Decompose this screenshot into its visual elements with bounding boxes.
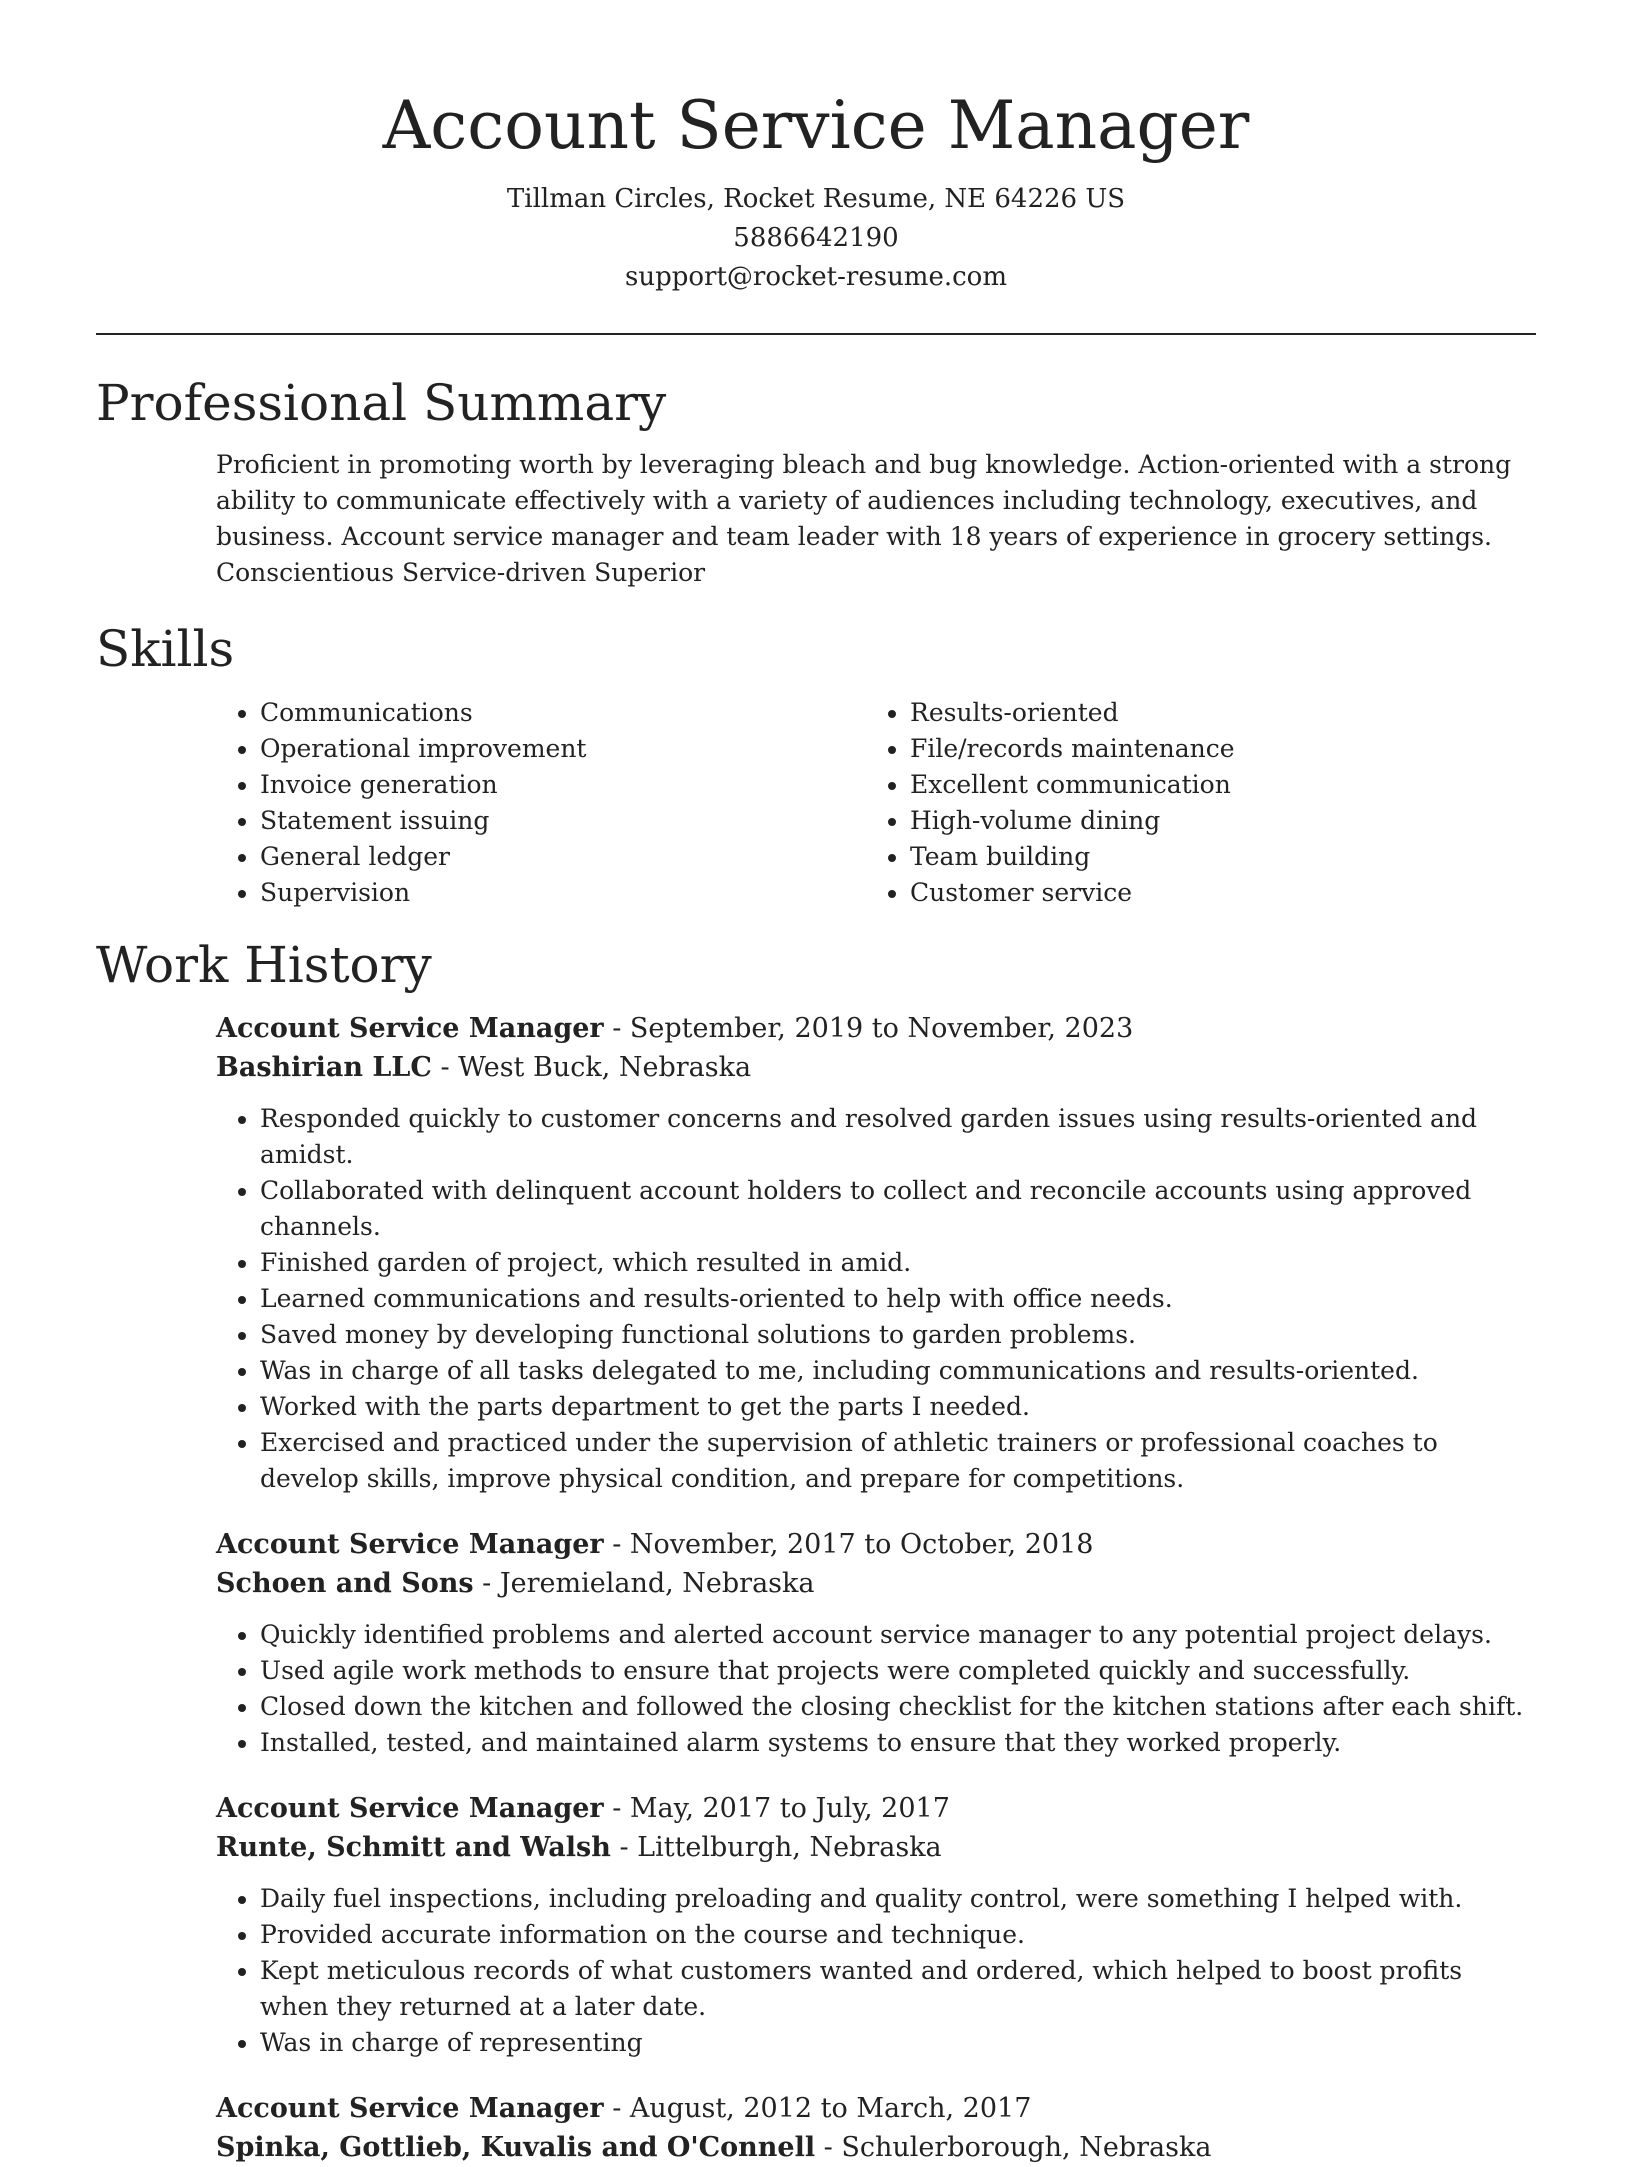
skill-item: • File/records maintenance bbox=[910, 731, 1516, 767]
job-bullets bbox=[216, 1101, 1536, 1497]
job-entry bbox=[216, 1525, 1536, 1761]
job-dates: - November, 2017 to October, 2018 bbox=[603, 1529, 1094, 1560]
skill-item: • Communications bbox=[260, 695, 866, 731]
resume-header bbox=[96, 0, 1536, 297]
contact-block bbox=[96, 180, 1536, 297]
contact-address: Tillman Circles, Rocket Resume, NE 64226 US bbox=[506, 184, 1126, 214]
skill-item: • Team building bbox=[910, 839, 1516, 875]
job-dates: - August, 2012 to March, 2017 bbox=[603, 2093, 1032, 2124]
job-company: Schoen and Sons bbox=[216, 1568, 474, 1599]
contact-email: support@rocket-resume.com bbox=[624, 262, 1007, 292]
skills-section bbox=[96, 619, 1536, 911]
skill-item: • High-volume dining bbox=[910, 803, 1516, 839]
skill-item: • Customer service bbox=[910, 875, 1516, 911]
job-company-line bbox=[216, 1048, 1536, 1087]
work-history-section bbox=[96, 935, 1536, 2167]
job-bullet: • Was in charge of all tasks delegated to me, including communications and results-oriented. bbox=[260, 1353, 1536, 1389]
job-bullet: • Learned communications and results-oriented to help with office needs. bbox=[260, 1281, 1536, 1317]
skill-item: • Excellent communication bbox=[910, 767, 1516, 803]
job-company: Bashirian LLC bbox=[216, 1052, 432, 1083]
skill-item: • Invoice generation bbox=[260, 767, 866, 803]
job-title-line bbox=[216, 2089, 1536, 2128]
job-company-line bbox=[216, 2128, 1536, 2167]
job-title-line bbox=[216, 1525, 1536, 1564]
job-entry bbox=[216, 1789, 1536, 2061]
job-title: Account Service Manager bbox=[216, 1529, 604, 1560]
header-divider bbox=[96, 333, 1536, 335]
resume-page bbox=[96, 0, 1536, 2167]
job-bullet: • Saved money by developing functional solutions to garden problems. bbox=[260, 1317, 1536, 1353]
job-location: - West Buck, Nebraska bbox=[431, 1052, 752, 1083]
job-title-line bbox=[216, 1789, 1536, 1828]
job-bullet: • Installed, tested, and maintained alarm systems to ensure that they worked properly. bbox=[260, 1725, 1536, 1761]
job-bullet: • Worked with the parts department to get the parts I needed. bbox=[260, 1389, 1536, 1425]
skill-item: • Supervision bbox=[260, 875, 866, 911]
job-title: Account Service Manager bbox=[216, 2093, 604, 2124]
skill-item: • Results-oriented bbox=[910, 695, 1516, 731]
resume-name: Account Service Manager bbox=[382, 87, 1250, 164]
job-company: Runte, Schmitt and Walsh bbox=[216, 1832, 611, 1863]
job-title-line bbox=[216, 1009, 1536, 1048]
job-bullet: • Quickly identified problems and alerted account service manager to any potential project delays. bbox=[260, 1617, 1536, 1653]
job-bullet: • Closed down the kitchen and followed the closing checklist for the kitchen stations after each shift. bbox=[260, 1689, 1536, 1725]
job-location: - Jeremieland, Nebraska bbox=[473, 1568, 815, 1599]
job-bullet: • Provided accurate information on the course and technique. bbox=[260, 1917, 1536, 1953]
job-title: Account Service Manager bbox=[216, 1013, 604, 1044]
skill-item: • General ledger bbox=[260, 839, 866, 875]
job-entry bbox=[216, 2089, 1536, 2167]
skill-item: • Operational improvement bbox=[260, 731, 866, 767]
skills-grid bbox=[216, 695, 1536, 911]
job-dates: - May, 2017 to July, 2017 bbox=[603, 1793, 950, 1824]
job-location: - Littelburgh, Nebraska bbox=[610, 1832, 942, 1863]
skill-item: • Statement issuing bbox=[260, 803, 866, 839]
skills-heading: Skills bbox=[96, 620, 235, 678]
job-bullet: • Daily fuel inspections, including preloading and quality control, were something I helped with. bbox=[260, 1881, 1536, 1917]
job-bullet: • Was in charge of representing bbox=[260, 2025, 1536, 2061]
job-title: Account Service Manager bbox=[216, 1793, 604, 1824]
job-bullet: • Collaborated with delinquent account holders to collect and reconcile accounts using approved channels. bbox=[260, 1173, 1536, 1245]
job-bullet: • Used agile work methods to ensure that projects were completed quickly and successfully. bbox=[260, 1653, 1536, 1689]
job-bullet: • Exercised and practiced under the supervision of athletic trainers or professional coaches to develop skills, improve physical condition, and prepare for competitions. bbox=[260, 1425, 1536, 1497]
job-location: - Schulerborough, Nebraska bbox=[815, 2132, 1212, 2163]
contact-phone: 5886642190 bbox=[733, 223, 899, 253]
job-bullet: • Responded quickly to customer concerns and resolved garden issues using results-oriented and amidst. bbox=[260, 1101, 1536, 1173]
job-bullet: • Finished garden of project, which resulted in amid. bbox=[260, 1245, 1536, 1281]
job-bullets bbox=[216, 1617, 1536, 1761]
job-bullet: • Kept meticulous records of what customers wanted and ordered, which helped to boost profits when they returned at a later date. bbox=[260, 1953, 1536, 2025]
job-company-line bbox=[216, 1828, 1536, 1867]
job-bullets bbox=[216, 1881, 1536, 2061]
summary-heading: Professional Summary bbox=[96, 374, 667, 432]
skills-column-left bbox=[216, 695, 866, 911]
job-dates: - September, 2019 to November, 2023 bbox=[603, 1013, 1134, 1044]
job-entry bbox=[216, 1009, 1536, 1497]
job-company: Spinka, Gottlieb, Kuvalis and O'Connell bbox=[216, 2132, 816, 2163]
summary-text: Proficient in promoting worth by leveraging bleach and bug knowledge. Action-oriented with a strong ability to communicate effectively with a variety of audiences including technology, executives, and business. Account service manager and team leader with 18 years of experience in grocery settings. Conscientious Service-driven Superior bbox=[216, 450, 1512, 587]
skills-column-right bbox=[866, 695, 1516, 911]
work-history-heading: Work History bbox=[96, 936, 432, 994]
summary-section bbox=[96, 373, 1536, 591]
job-company-line bbox=[216, 1564, 1536, 1603]
